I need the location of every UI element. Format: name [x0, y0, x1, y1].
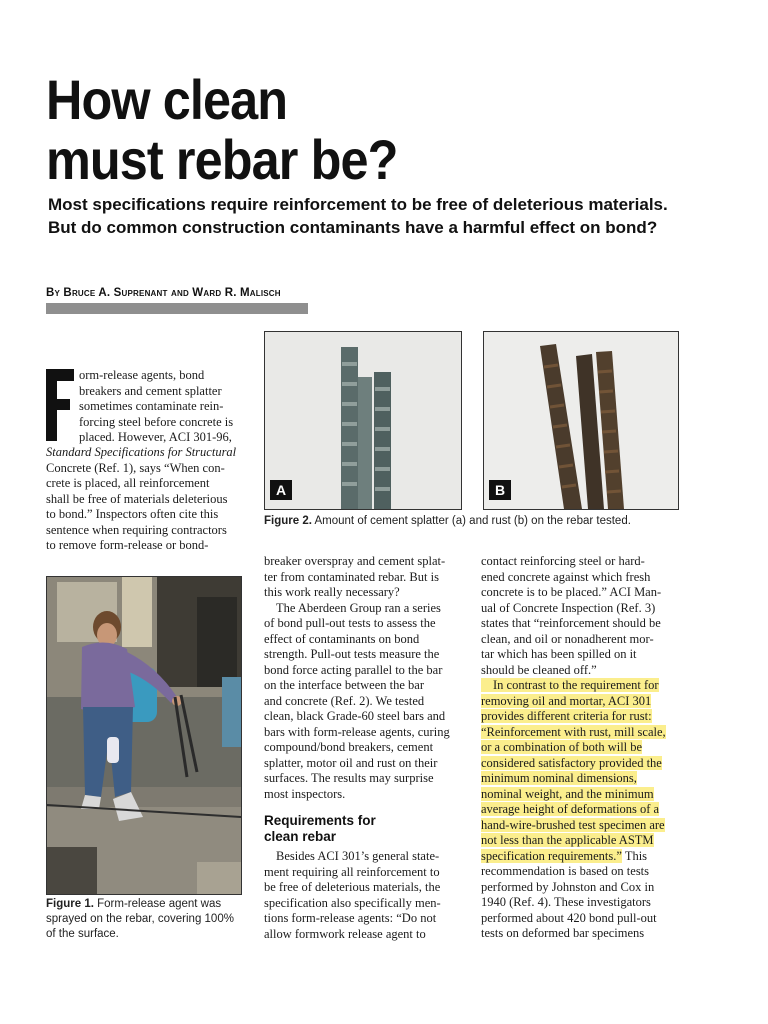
col2-line: surfaces. The results may surprise [264, 771, 434, 785]
highlight: hand-wire-brushed test specimen are [481, 817, 665, 832]
col3-line: performed by Johnston and Cox in [481, 879, 655, 894]
figure-2a-photo [264, 331, 462, 510]
figure-1-photo [46, 576, 242, 895]
col1-line: sometimes contaminate rein- [79, 399, 224, 413]
col1-line: crete is placed, all reinforcement [46, 476, 210, 490]
highlighted-line [481, 849, 686, 865]
column-1-text [79, 368, 259, 446]
col1-line: placed. However, ACI 301-96, [79, 430, 232, 444]
article-deck: Most specifications require reinforcement to be free of deleterious materials. But do common construction contaminants have a harmful effect on bond? [48, 195, 668, 237]
subhead-line-1: Requirements for [264, 813, 376, 828]
col2-line: strength. Pull-out tests measure the [264, 647, 440, 661]
figure-2-caption [264, 514, 684, 529]
column-2-text-b [264, 849, 469, 942]
highlighted-line [481, 694, 686, 710]
highlight: minimum nominal dimensions, [481, 771, 637, 785]
section-subhead [264, 813, 464, 845]
col2-line: bond force acting parallel to the bar [264, 662, 443, 677]
col3-line: ened concrete against which fresh [481, 569, 651, 584]
highlight: removing oil and mortar, ACI 301 [481, 693, 652, 708]
col3-line: 1940 (Ref. 4). These investigators [481, 895, 651, 909]
col3-line: should be cleaned off.” [481, 662, 597, 677]
column-2-text [264, 554, 469, 802]
rusted-rebar-image [484, 332, 678, 509]
col2-line: this work really necessary? [264, 585, 400, 599]
subhead-line-2: clean rebar [264, 829, 337, 844]
col1-line: to bond.” Inspectors often cite this [46, 507, 219, 521]
highlighted-line [481, 818, 686, 834]
col3-line: clean, and oil or nonadherent mor- [481, 631, 654, 646]
byline-rule [46, 303, 308, 314]
col2-line: compound/bond breakers, cement [264, 740, 434, 754]
col2-line: on the interface between the bar [264, 678, 424, 692]
col2-line: splatter, motor oil and rust on their [264, 755, 438, 770]
col2-line: most inspectors. [264, 786, 346, 801]
col3-line: concrete is to be placed.” ACI Man- [481, 585, 662, 599]
article-title [46, 70, 586, 190]
col1-line: sentence when requiring contractors [46, 522, 227, 537]
figure-2a-badge: A [270, 480, 292, 500]
col1-line: shall be free of materials deleterious [46, 491, 228, 506]
dropcap-letter [46, 369, 74, 441]
col1-line: breakers and cement splatter [79, 383, 222, 398]
col2-line: ment requiring all reinforcement to [264, 864, 440, 879]
highlight: not less than the applicable ASTM [481, 833, 654, 847]
col2-line: Besides ACI 301’s general state- [276, 849, 440, 863]
highlighted-line [481, 709, 686, 725]
highlight: specification requirements.” [481, 848, 622, 863]
col2-line: breaker overspray and cement splat- [264, 554, 446, 568]
dropcap [46, 369, 74, 441]
figure-1-caption [46, 897, 242, 942]
column-3-text [481, 554, 686, 942]
col2-line: ter from contaminated rebar. But is [264, 569, 439, 584]
col1-line: orm-release agents, bond [79, 368, 205, 382]
title-line-1: How clean [46, 68, 288, 131]
col3-line: tar which has been spilled on it [481, 647, 637, 661]
col3-line: ual of Concrete Inspection (Ref. 3) [481, 600, 656, 615]
col2-line: effect of contaminants on bond [264, 631, 420, 646]
figure-1-text: Form-release agent was sprayed on the rebar, covering 100% of the surface. [46, 898, 234, 940]
highlight: considered satisfactory provided the [481, 755, 662, 770]
byline-text: By Bruce A. Suprenant and Ward R. Malisch [46, 287, 281, 299]
col2-line: be free of deleterious materials, the [264, 880, 441, 894]
figure-1-label: Figure 1. [46, 898, 94, 910]
col1-line: Concrete (Ref. 1), says “When con- [46, 460, 225, 475]
highlighted-line [481, 756, 686, 772]
col3-line: tests on deformed bar specimens [481, 926, 645, 940]
highlight: In contrast to the requirement for [481, 678, 659, 692]
highlight: average height of deformations of a [481, 802, 660, 816]
col3-line: contact reinforcing steel or hard- [481, 554, 645, 568]
col3-line: states that “reinforcement should be [481, 616, 661, 630]
col2-line: tions form-release agents: “Do not [264, 911, 437, 925]
highlighted-line [481, 802, 686, 818]
highlight: “Reinforcement with rust, mill scale, [481, 724, 666, 739]
highlighted-line [481, 771, 686, 787]
col1-line: Standard Specifications for Structural [46, 445, 237, 459]
figure-2b-badge: B [489, 480, 511, 500]
worker-spraying-rebar-image [47, 577, 241, 894]
col3-line: recommendation is based on tests [481, 864, 650, 878]
col2-line: bars with form-release agents, curing [264, 724, 450, 739]
column-1-text-full [46, 445, 261, 554]
highlight: nominal weight, and the minimum [481, 786, 654, 801]
highlight: provides different criteria for rust: [481, 709, 652, 723]
highlight: or a combination of both will be [481, 740, 643, 754]
col1-line: to remove form-release or bond- [46, 538, 209, 552]
col2-line: and concrete (Ref. 2). We tested [264, 693, 425, 708]
figure-2-text: Amount of cement splatter (a) and rust (b) on the rebar tested. [314, 515, 631, 527]
col2-line: clean, black Grade-60 steel bars and [264, 709, 446, 723]
col3-line: performed about 420 bond pull-out [481, 910, 657, 925]
highlighted-line [481, 787, 686, 803]
highlighted-line [481, 833, 686, 849]
col2-line: of bond pull-out tests to assess the [264, 616, 436, 630]
highlighted-line [481, 725, 686, 741]
cement-splatter-rebar-image [265, 332, 461, 509]
byline [46, 287, 281, 299]
highlighted-line [481, 740, 686, 756]
col3-tail: This [621, 848, 648, 863]
col2-line: The Aberdeen Group ran a series [276, 600, 441, 615]
figure-2b-photo [483, 331, 679, 510]
title-line-2: must rebar be? [46, 128, 398, 191]
col1-line: forcing steel before concrete is [79, 414, 234, 429]
col2-line: allow formwork release agent to [264, 926, 426, 941]
highlighted-line [481, 678, 686, 694]
figure-2-label: Figure 2. [264, 515, 312, 527]
col2-line: specification also specifically men- [264, 895, 441, 910]
